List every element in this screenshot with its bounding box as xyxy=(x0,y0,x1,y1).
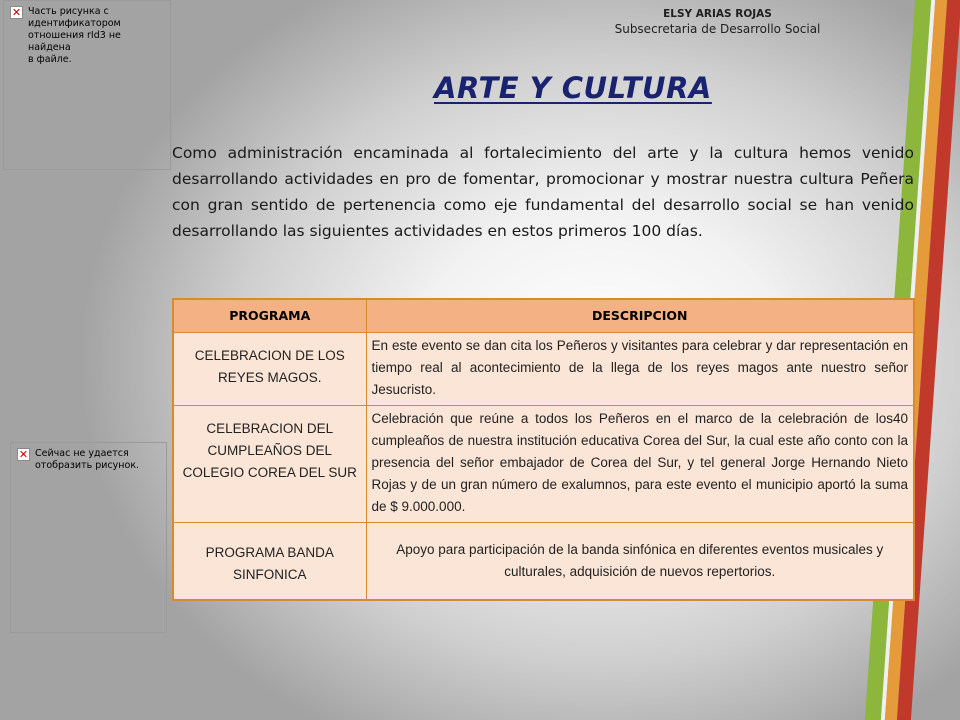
description-cell: Celebración que reúne a todos los Peñeros en el marco de la celebración de los40 cumpleaños de nuestra institución educativa Corea del Sur, la cual este año conto con la presencia del señor embajador de Corea del Sur, y tel general Jorge Hernando Nieto Rojas y de un gran número de exalumnos, para este evento el municipio aportó la suma de $ 9.000.000. xyxy=(366,405,914,522)
page-title: ARTE Y CULTURA xyxy=(434,71,712,105)
column-header-program: PROGRAMA xyxy=(173,299,366,332)
table-row xyxy=(173,522,914,600)
author-name: ELSY ARIAS ROJAS xyxy=(663,8,772,20)
program-cell: CELEBRACION DE LOS REYES MAGOS. xyxy=(173,332,366,405)
missing-image-placeholder xyxy=(10,442,167,633)
program-cell: CELEBRACION DEL CUMPLEAÑOS DEL COLEGIO COREA DEL SUR xyxy=(173,405,366,522)
broken-image-icon: ✕ xyxy=(11,6,22,19)
column-header-description: DESCRIPCION xyxy=(366,299,914,332)
missing-image-placeholder xyxy=(3,0,171,170)
description-cell: Apoyo para participación de la banda sinfónica en diferentes eventos musicales y culturales, adquisición de nuevos repertorios. xyxy=(366,522,914,600)
slide-header xyxy=(600,7,835,38)
table-row xyxy=(173,405,914,522)
table-header-row xyxy=(173,299,914,332)
author-role: Subsecretaria de Desarrollo Social xyxy=(614,22,821,36)
missing-image-message: Часть рисунка с идентификатором отношения rId3 не найдена в файле. xyxy=(28,6,121,65)
description-cell: En este evento se dan cita los Peñeros y visitantes para celebrar y dar representación en tiempo real al acontecimiento de la llega de los reyes magos ante nuestro señor Jesucristo. xyxy=(366,332,914,405)
broken-image-icon: ✕ xyxy=(18,448,29,461)
program-cell: PROGRAMA BANDA SINFONICA xyxy=(173,522,366,600)
intro-paragraph: Como administración encaminada al fortalecimiento del arte y la cultura hemos venido desarrollando actividades en pro de fomentar, promocionar y mostrar nuestra cultura Peñera con gran sentido de pertenencia como eje fundamental del desarrollo social se han venido desarrollando las siguientes actividades en estos primeros 100 días. xyxy=(172,144,914,240)
missing-image-message: Сейчас не удается отобразить рисунок. xyxy=(35,448,140,471)
programs-table xyxy=(172,298,915,601)
table-row xyxy=(173,332,914,405)
